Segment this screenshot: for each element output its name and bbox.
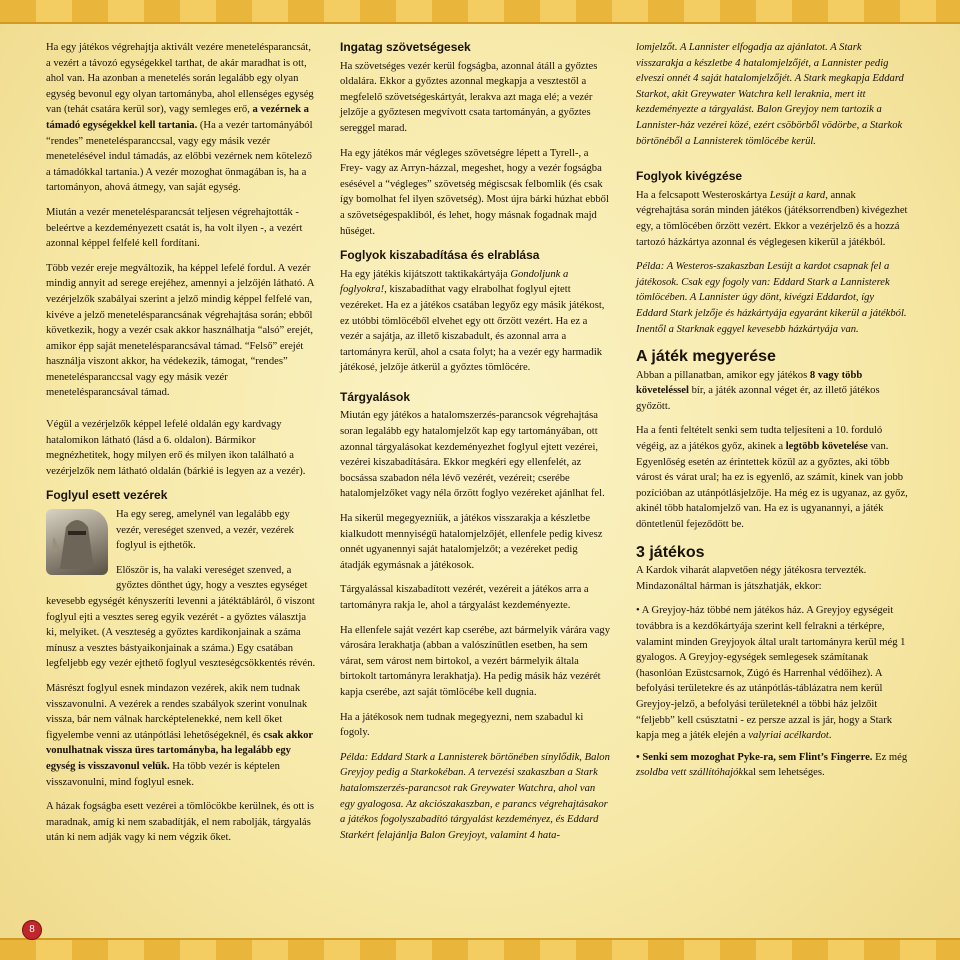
section-title: 3 játékos (636, 543, 705, 561)
example-paragraph: Példa: Eddard Stark a Lannisterek börtönében sínylődik, Balon Greyjoy pedig a Starkokéban. A tervezési szakaszban a Stark hatalomszerzés-parancsot rak Greywater Watchra, ahol van egy gyalogosa. Az akciószakaszban, e parancs végrehajtásakor a játékos fogolyszabadító tárgyalást kezdeményez, és Eddard Starkért felajánlja Balon Greyjoyt, valamint 4 hata- (340, 751, 610, 841)
paragraph: Ha egy sereg, amelynél van legalább egy vezér, vereséget szenved, a vezér, vezérek foglyul is ejthetők. (116, 509, 294, 552)
paragraph: Ha a fenti feltételt senki sem tudta teljesíteni a 10. forduló végéig, az a játékos győz, akinek a legtöbb követelése van. Egyenlőség esetén az érintettek közül az a győztes, aki több várost és várat ural; ha ez is egyenlő, az számít, kinek van jobb pozícióban az utánpótlásjelzője. Ha még ez is ugyanaz, az győz, akinél több hatalomjelző van. Ha ez is ugyanannyi, a játék döntetlenül fejeződött be. (636, 425, 908, 531)
knight-illustration (46, 509, 108, 575)
section-heading: Foglyok kiszabadítása és elrablása (340, 248, 540, 263)
paragraph: Először is, ha valaki vereséget szenved, a győztes dönthet úgy, hogy a vesztes egységet kevesebb egységét kényszeríti levenni a játéktábláról, ő viszont foglyul ejti a vesztes sereg egyik vezérét - a győztes választja ki, melyiket. (A veszteség a győztes kardikonjainak a száma mínusz a vesztes bástyaikonjainak a száma.) Egy csatában legfeljebb egy vezér ejthető foglyul veszteségcsökkentés révén. (46, 564, 316, 670)
paragraph: Ha egy játékos végrehajtja aktivált vezére menetelésparancsát, a vezért a távozó egységekkel tarthat, de akár maradhat is ott, ahol van. Ha azonban a menetelés során legalább egy olyan egység bevonul egy olyan tartományba, ahol ellenséges egység van (tehát csatára kerül sor), vagy semleges erő, a vezérnek a támadó egységekkel kell tartania. (Ha a vezér tartományából “rendes” menetelésparanccsal, vagy egy másik vezér menetelésével indul támadás, az előbbi vezérnek nem kötelező a támadókkal tartania.) A vezér mozoghat önmagában is, ha a tartományon, ahová átmegy, van saját egység. (46, 42, 314, 194)
list-item: • Senki sem mozoghat Pyke-ra, sem Flint’s Fingerre. Ez még zsoldba vett szállítóhajókkal sem lehetséges. (636, 751, 908, 779)
section-title: A játék megyerése (636, 348, 776, 366)
paragraph: Másrészt foglyul esnek mindazon vezérek, akik nem tudnak visszavonulni. A vezérek a rendes szabályok szerint vonulnak vissza, bár nem válnak harcképtelenekké, nem kell őket figyelembe venni az utánpótlási lehetőségeknél, és csak akkor vonulhatnak vissza üres tartományba, ha legalább egy egység is visszavonul velük. Ha több vezér is képtelen visszavonulni, mind foglyul esnek. (46, 682, 313, 788)
paragraph: A Kardok viharát alapvetően négy játékosra tervezték. Mindazonáltal hárman is játszhatják, ekkor: (636, 565, 867, 592)
example-paragraph: lomjelzőt. A Lannister elfogadja az ajánlatot. A Stark visszarakja a készletbe 4 hatalomjelzőjét, a Lannister pedig elveszi onnét 4 saját hatalomjelzőjét. A Stark megkapja Eddard Starkot, akit Greywater Watchra kell leraknia, mert itt kezdeményezte a tárgyalást. Balon Greyjoy nem tartozik a Lannister-ház vezérei közé, ezért csöbörből vödörbe, a Starkok börtönéből a Lannisterek tömlöcébe kerül. (636, 42, 904, 147)
paragraph: Miután a vezér menetelésparancsát teljesen végrehajtották - beleértve a kezdeményezett csatát is, ha volt ilyen -, a vezért azonnal képpel felfelé kell fordítani. (46, 206, 303, 250)
paragraph: Ha ellenfele saját vezért kap cserébe, azt bármelyik várára vagy városára lerakhatja (abban a valószínűtlen esetben, ha sem várat, sem várost nem birtokol, a vezért bármelyik általa birtokolt tartományra lerakhatja). Ha pedig másik ház vezérét kapja cserébe, azt saját tömlöcébe kell dugnia. (340, 624, 610, 698)
page-number-badge: 8 (22, 920, 42, 940)
example-paragraph: Példa: A Westeros-szakaszban Lesújt a kardot csapnak fel a játékosok. Csak egy fogoly van: Eddard Stark a Lannisterek tömlöcében. A Lannister úgy dönt, kivégzi Eddardot, így Eddard Stark jelzője és házkártyája egyaránt kikerül a játékból. Inentől a Starknak eggyel kevesebb házkártyája van. (636, 261, 907, 335)
list-item: • A Greyjoy-ház többé nem játékos ház. A Greyjoy egységeit továbbra is a kezdőkártyája szerint kell felrakni a térképre, valamint minden Greyjoyok által uralt tartományra kerül még 1 gyalogos. A Greyjoy-egységek semlegesek számítanak (hasonlóan Ezüstcsarnok, Zúgó és Harrenhal védőihez). A befolyási területekre és az utánpótlás-táblázatra nem kerül Greyjoy-jelző, a befolyási területeknél a többi ház jelzőit “feljebb” kell csúsztatni - ez persze azzal is jár, hogy a Stark kapja meg a játék elején a valyriai acélkardot. (636, 605, 906, 742)
paragraph: Ha a játékosok nem tudnak megegyezni, nem szabadul ki fogoly. (340, 711, 584, 739)
paragraph: Abban a pillanatban, amikor egy játékos 8 vagy több követeléssel bír, a játék azonnal véget ér, az illető játékos győzött. (636, 369, 880, 412)
paragraph: A házak fogságba esett vezérei a tömlöcökbe kerülnek, és ott is maradnak, amíg ki nem szabadítják, el nem rabolják, tárgyalás után ki nem adják vagy ki nem végzik őket. (46, 801, 314, 844)
section-heading: Foglyul esett vezérek (46, 488, 168, 503)
decorative-border-bottom (0, 938, 960, 960)
paragraph: Ha a felcsapott Westeroskártya Lesújt a kard, annak végrehajtása során minden játékos (játéksorrendben) kivégezhet egy, a tömlöcében őrzött vezért. Ekkor a vezérjelző és a hozzá tartozó házkártya azonnal és véglegesen kikerül a játékból. (636, 189, 908, 248)
paragraph: Több vezér ereje megváltozik, ha képpel lefelé fordul. A vezér mindig annyit ad serege erejéhez, amennyi a jelzőjén látható. A vezérjelzők szabályai szerint a jelző mindig képpel felfelé van, kivéve a jelző menetelésparancsának végrehajtása során; ebből következik, hogy a vezér csak akkor használhatja “alsó” erejét, amikor épp saját menetelésparancsával támad. “Felső” erejét használja viszont akkor, ha védekezik, támogat, “rendes” menetelésparanccsal vagy egy másik vezér menetelésparancsával támad. (46, 262, 314, 399)
paragraph: Ha egy játékos már végleges szövetségre lépett a Tyrell-, a Frey- vagy az Arryn-házzal, megeshet, hogy a vezér fogságba esésével a “végleges” szövetség mégiscsak felbomlik (és csak így bomolhat fel ilyen szövetség). Most újra bárki húzhat ebből a szövetségespakliból, és lehet, hogy másnak fogadnak majd hűséget. (340, 147, 609, 237)
paragraph: Ha szövetséges vezér kerül fogságba, azonnal átáll a győztes oldalára. Ekkor a győztes azonnal megkapja a vesztestől a megfelelő szövetségeskártyát, lerakva azt maga elé; a vezér jelzője a győztesen megvívott csata tartományán, a győztes sereggel marad. (340, 60, 598, 134)
paragraph: Ha egy játékis kijátszott taktikakártyája Gondoljunk a foglyokra!, kiszabadíthat vagy elrabolhat foglyul ejtett vezéreket. Ha ez a játékos csatában legyőz egy másik játékost, ez utóbbi tömlöcéből elvehet egy ott őrzött vezért. Ha ez a vezér a sajátja, az illető kiszabadult, és azonnal arra a tartományra kerül, ahol a csata folyt; ha a vezér egy harmadik játékosé, jelzője átkerül a győztes tömlöcére. (340, 268, 605, 374)
section-heading: Foglyok kivégzése (636, 169, 743, 184)
section-heading: Tárgyalások (340, 389, 411, 404)
paragraph: Ha sikerül megegyezniük, a játékos visszarakja a készletbe kialkudott mennyiségű hatalomjelzőjét, ellenfele pedig kivesz onnét ugyanennyi saját hatalomjelzőt; a vezéreket pedig átadják egymásnak a játékosok. (340, 513, 603, 571)
column-1 (46, 40, 316, 855)
column-2 (340, 40, 610, 852)
paragraph: Végül a vezérjelzők képpel lefelé oldalán egy kardvagy hatalomikon látható (lásd a 6. oldalon). Bármikor megnézhetitek, hogy milyen erő és milyen ikon található a vezérjelzők nem látható oldalán (bárkié is legyen az a vezér). (46, 419, 306, 477)
paragraph: Miután egy játékos a hatalomszerzés-parancsok végrehajtása soran legalább egy hatalomjelzőt kap egy tartományában, ott azonnal tárgyalásokat kezdeményezhet foglyul ejtett vezérei, vezérei kiszabadítására. Ekkor megkéri egy ellenfelét, az bocsássa szabadon néla lévő vezérét, vezéreit; cserébe hatalomjelzőket vagy néla őrzött foglyo vezéreket ajánlhat fel. (340, 410, 605, 500)
rules-list (636, 603, 908, 781)
column-3 (636, 40, 908, 781)
paragraph: Tárgyalással kiszabadított vezérét, vezéreit a játékos arra a tartományra rakja le, ahol a tárgyalást kezdeményezte. (340, 584, 589, 611)
section-heading: Ingatag szövetségesek (340, 40, 471, 54)
decorative-border-top (0, 0, 960, 24)
